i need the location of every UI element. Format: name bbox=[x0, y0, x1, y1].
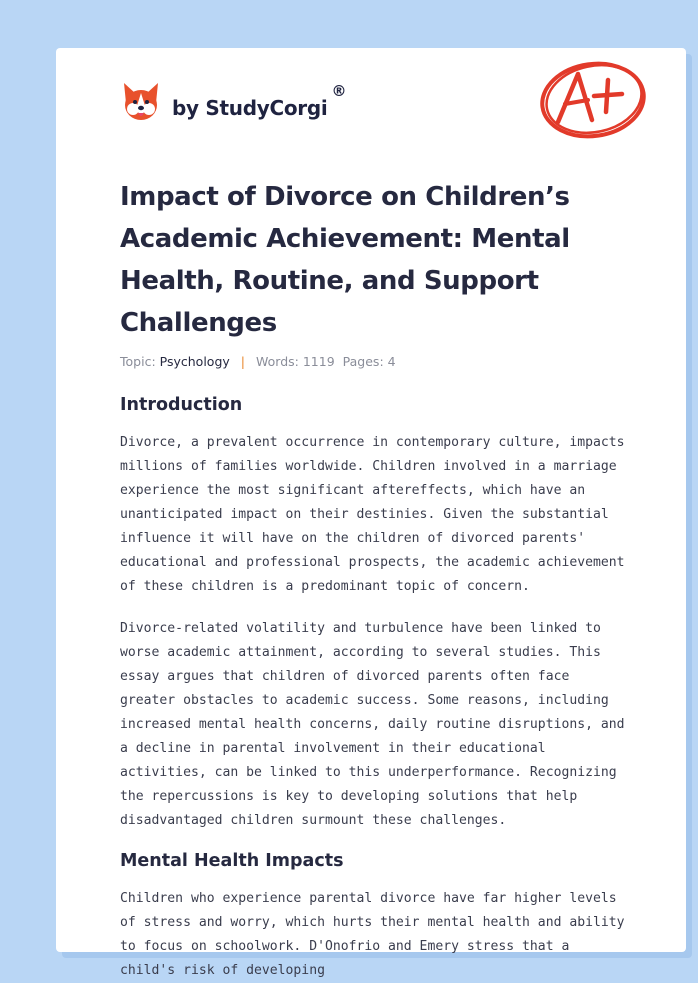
section-heading-mental-health: Mental Health Impacts bbox=[120, 851, 344, 871]
document-title: Impact of Divorce on Children’s Academic Achievement: Mental Health, Routine, and Support Challenges bbox=[120, 182, 570, 338]
pages-label: Pages: bbox=[342, 354, 384, 369]
pages-value: 4 bbox=[387, 354, 396, 369]
topic-value[interactable]: Psychology bbox=[159, 354, 230, 369]
paragraph: Divorce, a prevalent occurrence in contemporary culture, impacts millions of families worldwide. Children involved in a marriage experience the most significant aftereffects, which have an unanticipated impact on their destinies. Given the substantial influence it will have on the children of divorced parents' educational and professional prospects, the academic achievement of these children is a predominant topic of concern. bbox=[120, 435, 625, 594]
corgi-icon[interactable] bbox=[120, 79, 162, 123]
grade-badge-text: A+ bbox=[538, 58, 540, 59]
words-value: 1119 bbox=[302, 354, 335, 369]
document-meta bbox=[120, 354, 632, 369]
document-page bbox=[56, 48, 686, 978]
paragraph: Divorce-related volatility and turbulence have been linked to worse academic attainment, according to several studies. This essay argues that children of divorced parents often face greater obstacles to academic success. Some reasons, including increased mental health concerns, daily routine disruptions, and a decline in parental involvement in their educational activities, can be linked to this underperformance. Recognizing the repercussions is key to developing solutions that help disadvantaged children surmount these challenges. bbox=[120, 621, 625, 828]
meta-separator: | bbox=[240, 354, 245, 369]
words-label: Words: bbox=[256, 354, 299, 369]
topic-label: Topic: bbox=[120, 354, 156, 369]
site-header bbox=[120, 76, 346, 126]
brand-name[interactable]: by StudyCorgi bbox=[172, 96, 328, 120]
registered-mark: ® bbox=[331, 82, 347, 100]
a-plus-badge-icon bbox=[538, 58, 648, 142]
section-heading-introduction: Introduction bbox=[120, 395, 243, 415]
document-content bbox=[120, 176, 632, 983]
paragraph: Children who experience parental divorce have far higher levels of stress and worry, which hurts their mental health and ability to focus on schoolwork. D'Onofrio and Emery stress that a child's risk of developing bbox=[120, 891, 625, 978]
